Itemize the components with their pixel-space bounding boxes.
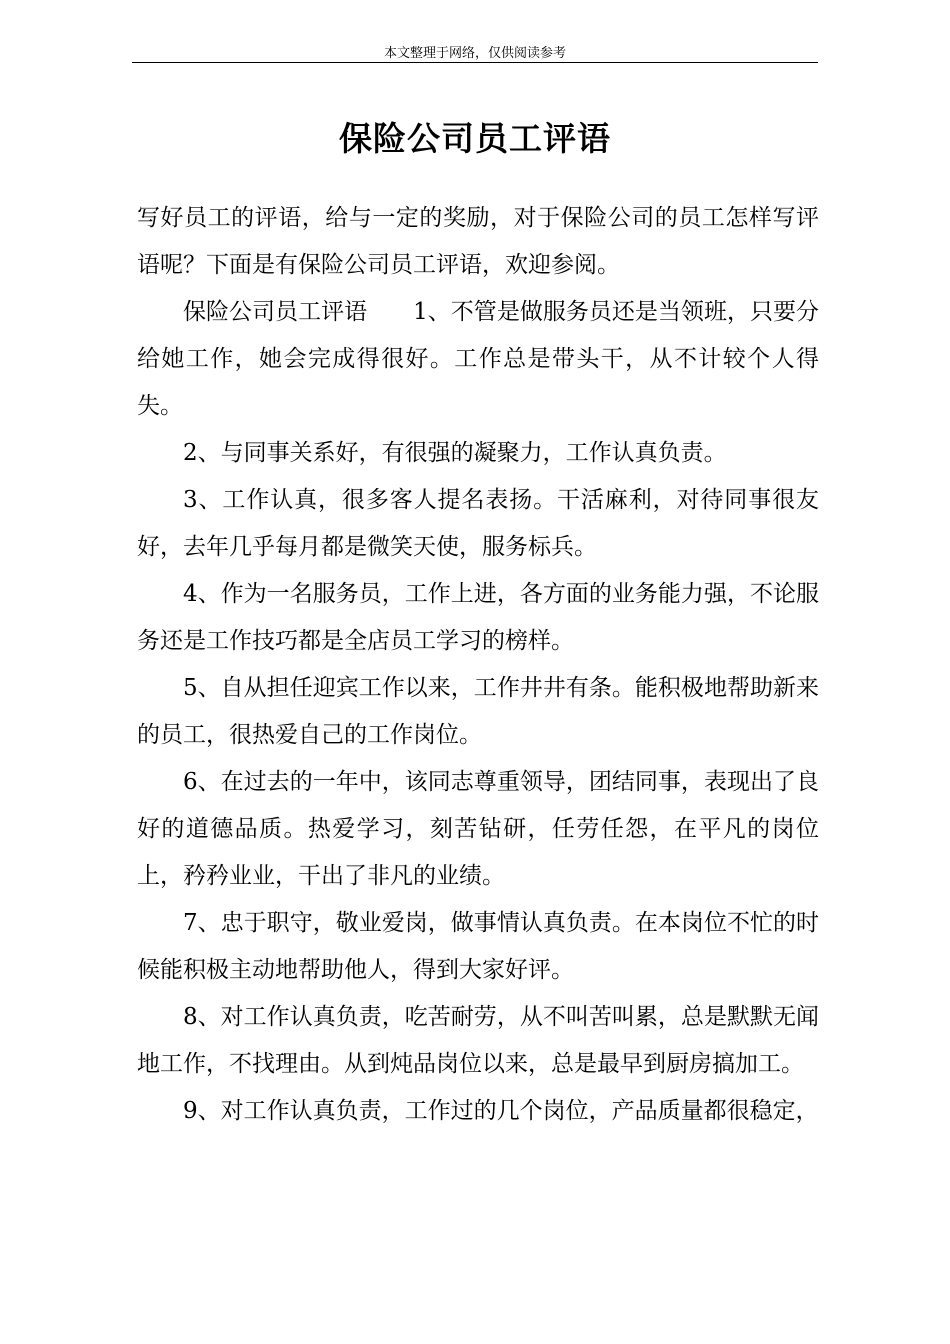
paragraph-item-2: 2、与同事关系好，有很强的凝聚力，工作认真负责。 [183,440,727,466]
document-title: 保险公司员工评语 [339,119,611,158]
paragraph-item-1: 保险公司员工评语 1、不管是做服务员还是当领班，只要分给她工作，她会完成得很好。工作总是带头干，从不计较个人得失。 [137,299,819,419]
paragraph-item-7: 7、忠于职守，敬业爱岗，做事情认真负责。在本岗位不忙的时候能积极主动地帮助他人，得到大家好评。 [137,910,819,983]
paragraph-item-3: 3、工作认真，很多客人提名表扬。干活麻利，对待同事很友好，去年几乎每月都是微笑天使，服务标兵。 [137,487,819,560]
paragraph-item-8: 8、对工作认真负责，吃苦耐劳，从不叫苦叫累，总是默默无闻地工作，不找理由。从到炖品岗位以来，总是最早到厨房搞加工。 [137,1004,819,1077]
document-body [137,195,819,1135]
paragraph-item-5: 5、自从担任迎宾工作以来，工作井井有条。能积极地帮助新来的员工，很热爱自己的工作岗位。 [137,675,819,748]
paragraph-intro: 写好员工的评语，给与一定的奖励，对于保险公司的员工怎样写评语呢？下面是有保险公司员工评语，欢迎参阅。 [137,205,819,278]
paragraph-item-9: 9、对工作认真负责，工作过的几个岗位，产品质量都很稳定， [183,1098,819,1124]
header-note: 本文整理于网络，仅供阅读参考 [383,46,566,61]
paragraph-item-6: 6、在过去的一年中，该同志尊重领导，团结同事，表现出了良好的道德品质。热爱学习，刻苦钻研，任劳任怨，在平凡的岗位上，矜矜业业，干出了非凡的业绩。 [137,769,819,889]
paragraph-item-4: 4、作为一名服务员，工作上进，各方面的业务能力强，不论服务还是工作技巧都是全店员工学习的榜样。 [137,581,819,654]
header-rule [132,62,818,63]
